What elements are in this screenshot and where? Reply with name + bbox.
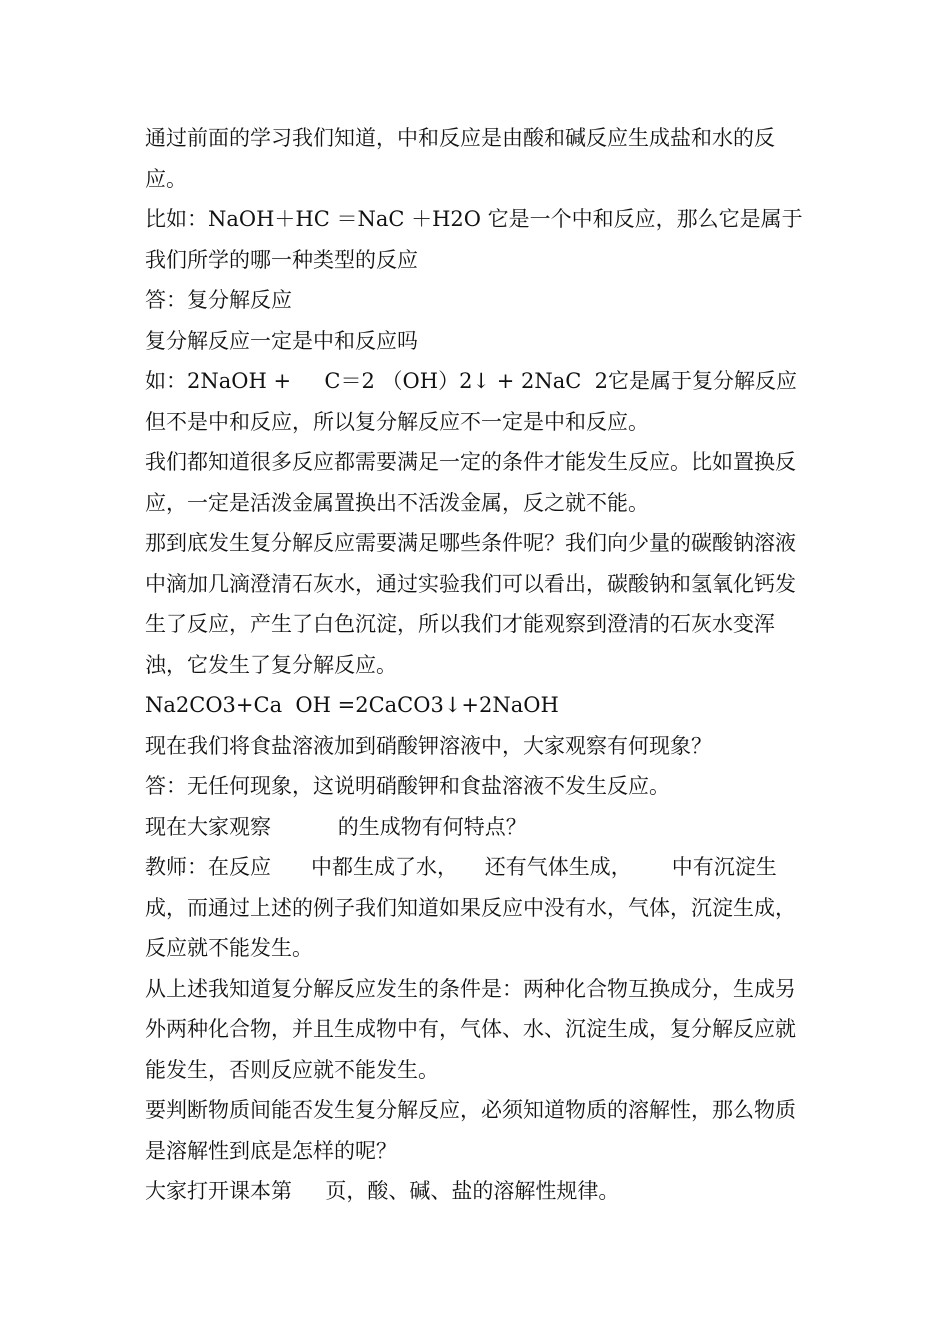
- paragraph-conditions-intro: 我们都知道很多反应都需要满足一定的条件才能发生反应。比如置换反应，一定是活泼金属置换出不活泼金属，反之就不能。: [145, 450, 796, 515]
- paragraph-textbook: 大家打开课本第 页，酸、碱、盐的溶解性规律。: [145, 1179, 620, 1203]
- paragraph-solubility: 要判断物质间能否发生复分解反应，必须知道物质的溶解性，那么物质是溶解性到底是怎样的呢？: [145, 1098, 796, 1163]
- paragraph-salt-experiment: 现在我们将食盐溶液加到硝酸钾溶液中，大家观察有何现象？: [145, 733, 712, 758]
- paragraph-question-1: 复分解反应一定是中和反应吗: [145, 328, 418, 353]
- paragraph-example-2: 如：2NaOH + C＝2 （OH）2↓ + 2NaC 2它是属于复分解反应但不是中和反应，所以复分解反应不一定是中和反应。: [145, 369, 798, 434]
- paragraph-answer-2: 答：无任何现象，这说明硝酸钾和食盐溶液不发生反应。: [145, 774, 670, 798]
- paragraph-experiment: 那到底发生复分解反应需要满足哪些条件呢？我们向少量的碳酸钠溶液中滴加几滴澄清石灰水，通过实验我们可以看出，碳酸钠和氢氧化钙发生了反应，产生了白色沉淀，所以我们才能观察到澄清的石灰水变浑浊，它发生了复分解反应。: [145, 531, 796, 677]
- paragraph-example-naoh-hcl: 比如：NaOH＋HC ＝NaC ＋H2O 它是一个中和反应，那么它是属于我们所学的哪一种类型的反应: [145, 207, 803, 272]
- paragraph-equation: Na2CO3+Ca OH =2CaCO3↓+2NaOH: [145, 693, 559, 717]
- paragraph-teacher: 教师：在反应 中都生成了水， 还有气体生成， 中有沉淀生成，而通过上述的例子我们知道如果反应中没有水，气体，沉淀生成，反应就不能发生。: [145, 855, 796, 960]
- document-body: [145, 118, 810, 1212]
- paragraph-conditions-summary: 从上述我知道复分解反应发生的条件是：两种化合物互换成分，生成另外两种化合物，并且生成物中有，气体、水、沉淀生成，复分解反应就能发生，否则反应就不能发生。: [145, 976, 796, 1082]
- paragraph-observe: 现在大家观察 的生成物有何特点？: [145, 814, 527, 839]
- paragraph-neutralization-intro: 通过前面的学习我们知道，中和反应是由酸和碱反应生成盐和水的反应。: [145, 126, 775, 191]
- paragraph-answer-1: 答：复分解反应: [145, 288, 292, 312]
